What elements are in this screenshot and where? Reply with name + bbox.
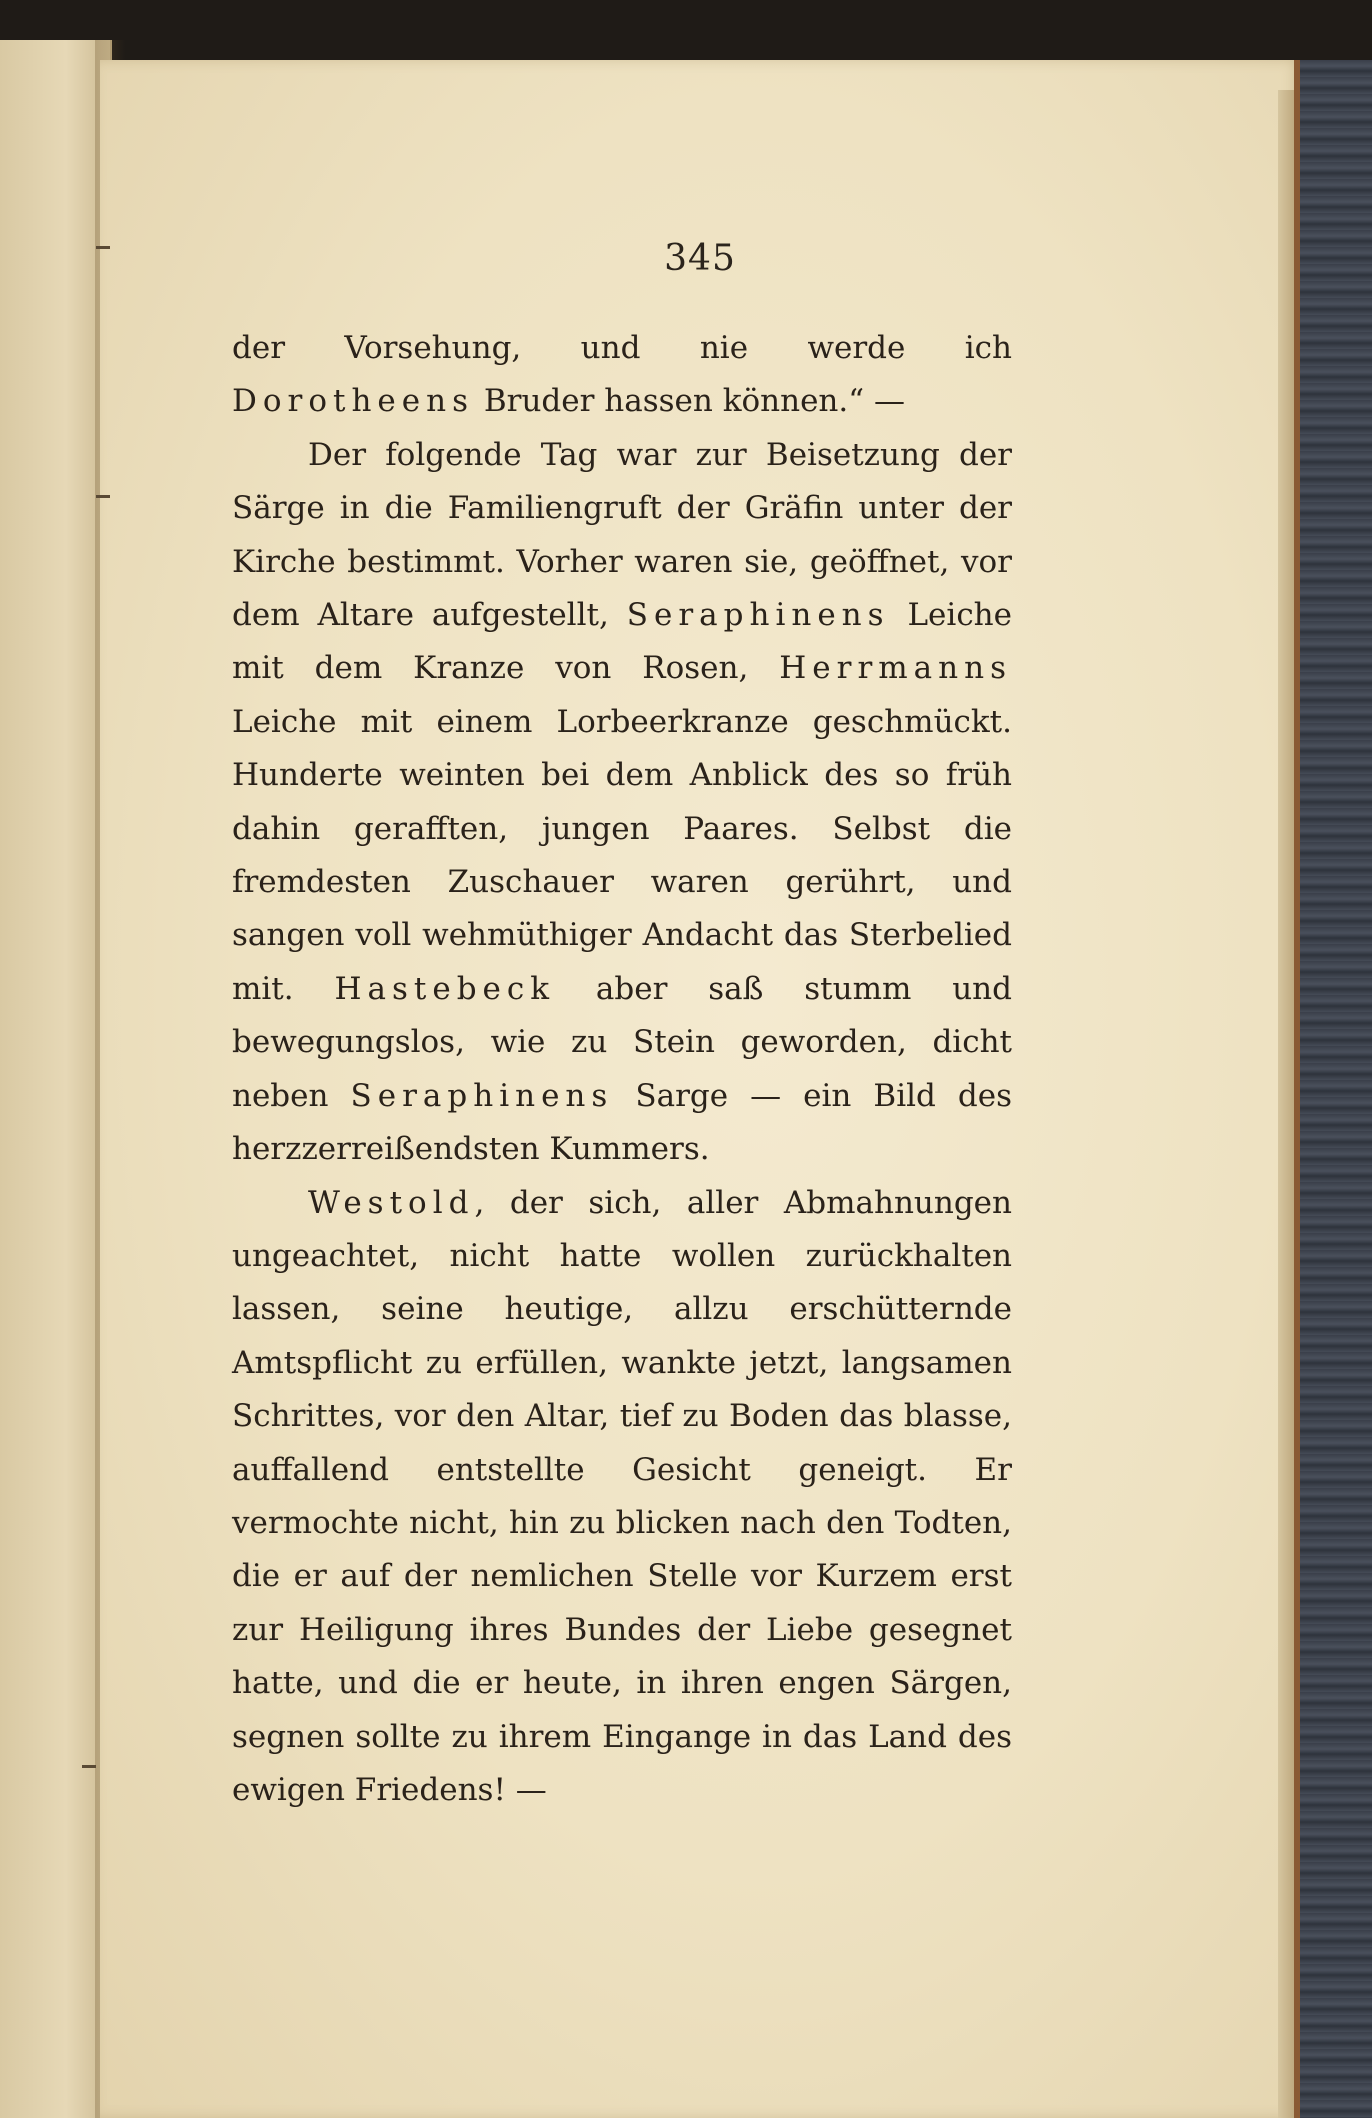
text-run: Leiche mit einem Lorbeerkranze geschmückt. Hunderte weinten bei dem Anblick des so früh dahin gerafften, jungen Paares. Selbst die fremdesten Zuschauer waren gerührt, und sangen voll wehmüthiger Andacht das Sterbelied mit. bbox=[232, 703, 1012, 1007]
paragraph bbox=[232, 429, 1012, 1177]
margin-mark bbox=[96, 495, 110, 498]
text-run: aber saß stumm und bewegungslos, wie zu Stein geworden, dicht neben bbox=[232, 970, 1012, 1114]
text-run: Bruder hassen können.“ — bbox=[474, 383, 905, 420]
paragraph bbox=[232, 322, 1012, 429]
margin-mark bbox=[82, 1765, 96, 1768]
page-number: 345 bbox=[664, 238, 736, 279]
emphasized-name: Hastebeck bbox=[334, 970, 556, 1007]
text-run: Leiche mit dem Kranze von Rosen, bbox=[232, 597, 1012, 687]
emphasized-name: Dorotheens bbox=[232, 383, 474, 420]
emphasized-name: Herrmanns bbox=[779, 650, 1012, 687]
text-run: der Vorsehung, und nie werde ich bbox=[232, 330, 1012, 366]
emphasized-name: Seraphinens bbox=[626, 597, 890, 634]
book-cover-edge bbox=[1294, 60, 1372, 2118]
text-run: , der sich, aller Abmahnungen ungeachtet, nicht hatte wollen zurückhalten lassen, seine heutige, allzu erschütternde Amtspflicht zu erfüllen, wankte jetzt, langsamen Schrittes, vor den Altar, tief zu Boden das blasse, auffallend entstellte Gesicht geneigt. Er vermochte nicht, hin zu blicken nach den Todten, die er auf der nemlichen Stelle vor Kurzem erst zur Heiligung ihres Bundes der Liebe gesegnet hatte, und die er heute, in ihren engen Särgen, segnen sollte zu ihrem Eingange in das Land des ewigen Friedens! — bbox=[232, 1184, 1012, 1808]
emphasized-name: Seraphinens bbox=[350, 1077, 614, 1114]
paragraph bbox=[232, 1177, 1012, 1818]
body-text bbox=[232, 322, 1012, 1817]
text-run: Der folgende Tag war zur Beisetzung der Särge in die Familiengruft der Gräfin unter der Kirche bestimmt. Vorher waren sie, geöffnet, vor dem Altare aufgestellt, bbox=[232, 436, 1012, 634]
text-run: Sarge — ein Bild des herzzerreißendsten Kummers. bbox=[232, 1077, 1012, 1168]
emphasized-name: Westold bbox=[308, 1184, 475, 1221]
